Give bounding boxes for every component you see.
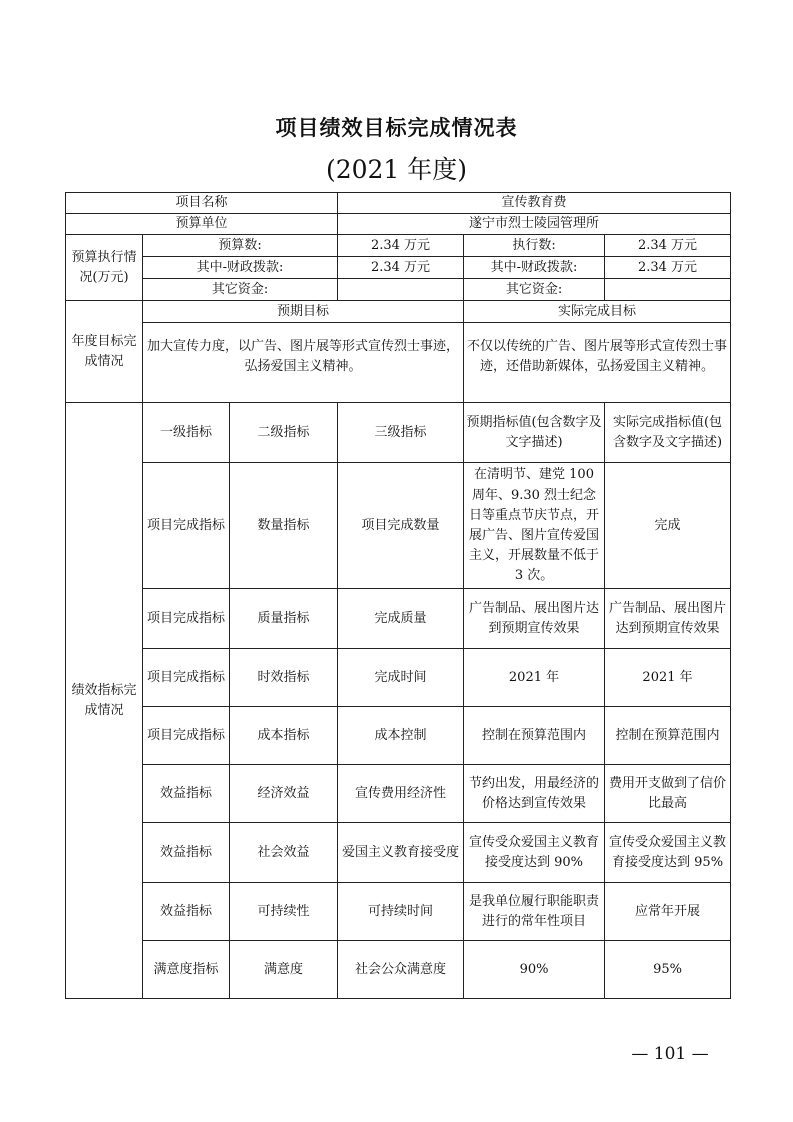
header-expected: 预期指标值(包含数字及文字描述) xyxy=(464,403,605,463)
budget-section-label: 预算执行情况(万元) xyxy=(66,235,143,301)
row-indicator-headers xyxy=(66,403,731,463)
fiscal-budget-label: 其中-财政拨款: xyxy=(143,257,338,279)
header-actual: 实际完成指标值(包含数字及文字描述) xyxy=(605,403,731,463)
page-number: — 101 — xyxy=(631,1044,709,1064)
row-level2: 社会效益 xyxy=(230,823,338,883)
other-funds-exec-label: 其它资金: xyxy=(464,279,605,301)
row-annual-text xyxy=(66,323,731,403)
fiscal-budget-value: 2.34 万元 xyxy=(338,257,464,279)
row-expected: 控制在预算范围内 xyxy=(464,707,605,765)
budget-amount-label: 预算数: xyxy=(143,235,338,257)
row-level1: 项目完成指标 xyxy=(143,707,230,765)
row-expected: 宣传受众爱国主义教育接受度达到 90% xyxy=(464,823,605,883)
annual-expected-header: 预期目标 xyxy=(143,301,464,323)
row-level3: 完成时间 xyxy=(338,649,464,707)
row-actual: 费用开支做到了信价比最高 xyxy=(605,765,731,823)
exec-amount-value: 2.34 万元 xyxy=(605,235,731,257)
row-actual: 宣传受众爱国主义教育接受度达到 95% xyxy=(605,823,731,883)
header-level1: 一级指标 xyxy=(143,403,230,463)
exec-amount-label: 执行数: xyxy=(464,235,605,257)
row-level3: 项目完成数量 xyxy=(338,463,464,589)
row-level1: 效益指标 xyxy=(143,823,230,883)
budget-unit-value: 遂宁市烈士陵园管理所 xyxy=(338,214,731,235)
row-level1: 项目完成指标 xyxy=(143,463,230,589)
row-level1: 项目完成指标 xyxy=(143,589,230,649)
row-level1: 项目完成指标 xyxy=(143,649,230,707)
row-other-funds xyxy=(66,279,731,301)
fiscal-exec-value: 2.34 万元 xyxy=(605,257,731,279)
row-level2: 数量指标 xyxy=(230,463,338,589)
row-level3: 爱国主义教育接受度 xyxy=(338,823,464,883)
row-level3: 成本控制 xyxy=(338,707,464,765)
row-level2: 质量指标 xyxy=(230,589,338,649)
table-row xyxy=(66,883,731,941)
row-expected: 是我单位履行职能职责进行的常年性项目 xyxy=(464,883,605,941)
row-actual: 控制在预算范围内 xyxy=(605,707,731,765)
other-funds-budget-value xyxy=(338,279,464,301)
other-funds-exec-value xyxy=(605,279,731,301)
annual-section-label: 年度目标完成情况 xyxy=(66,301,143,403)
row-level3: 可持续时间 xyxy=(338,883,464,941)
row-expected: 节约出发，用最经济的价格达到宣传效果 xyxy=(464,765,605,823)
row-level2: 满意度 xyxy=(230,941,338,999)
budget-amount-value: 2.34 万元 xyxy=(338,235,464,257)
row-budget xyxy=(66,235,731,257)
table-row xyxy=(66,589,731,649)
row-budget-unit xyxy=(66,214,731,235)
row-expected: 在清明节、建党 100 周年、9.30 烈士纪念日等重点节庆节点，开展广告、图片宣传爱国主义，开展数量不低于 3 次。 xyxy=(464,463,605,589)
row-level2: 经济效益 xyxy=(230,765,338,823)
row-level1: 效益指标 xyxy=(143,883,230,941)
row-level3: 宣传费用经济性 xyxy=(338,765,464,823)
row-level2: 可持续性 xyxy=(230,883,338,941)
project-name-label: 项目名称 xyxy=(66,193,338,214)
page-title: 项目绩效目标完成情况表 xyxy=(275,115,518,140)
row-expected: 2021 年 xyxy=(464,649,605,707)
budget-unit-label: 预算单位 xyxy=(66,214,338,235)
page-subtitle-year: (2021 年度) xyxy=(325,155,468,184)
row-actual: 广告制品、展出图片达到预期宣传效果 xyxy=(605,589,731,649)
project-name-value: 宣传教育费 xyxy=(338,193,731,214)
indicators-section-label: 绩效指标完成情况 xyxy=(66,403,143,999)
row-actual: 完成 xyxy=(605,463,731,589)
header-level3: 三级指标 xyxy=(338,403,464,463)
row-actual: 应常年开展 xyxy=(605,883,731,941)
performance-table xyxy=(65,192,731,999)
annual-actual-header: 实际完成目标 xyxy=(464,301,731,323)
table-row xyxy=(66,765,731,823)
row-level3: 完成质量 xyxy=(338,589,464,649)
row-project-name xyxy=(66,193,731,214)
row-fiscal xyxy=(66,257,731,279)
row-level2: 时效指标 xyxy=(230,649,338,707)
fiscal-exec-label: 其中-财政拨款: xyxy=(464,257,605,279)
row-level1: 满意度指标 xyxy=(143,941,230,999)
table-row xyxy=(66,463,731,589)
row-expected: 广告制品、展出图片达到预期宣传效果 xyxy=(464,589,605,649)
other-funds-label: 其它资金: xyxy=(143,279,338,301)
table-row xyxy=(66,707,731,765)
row-level3: 社会公众满意度 xyxy=(338,941,464,999)
row-level2: 成本指标 xyxy=(230,707,338,765)
table-row xyxy=(66,941,731,999)
annual-expected-text: 加大宣传力度，以广告、图片展等形式宣传烈士事迹，弘扬爱国主义精神。 xyxy=(143,323,464,403)
row-annual-headers xyxy=(66,301,731,323)
row-level1: 效益指标 xyxy=(143,765,230,823)
annual-actual-text: 不仅以传统的广告、图片展等形式宣传烈士事迹，还借助新媒体，弘扬爱国主义精神。 xyxy=(464,323,731,403)
table-row xyxy=(66,649,731,707)
row-actual: 2021 年 xyxy=(605,649,731,707)
row-expected: 90% xyxy=(464,941,605,999)
row-actual: 95% xyxy=(605,941,731,999)
table-row xyxy=(66,823,731,883)
header-level2: 二级指标 xyxy=(230,403,338,463)
